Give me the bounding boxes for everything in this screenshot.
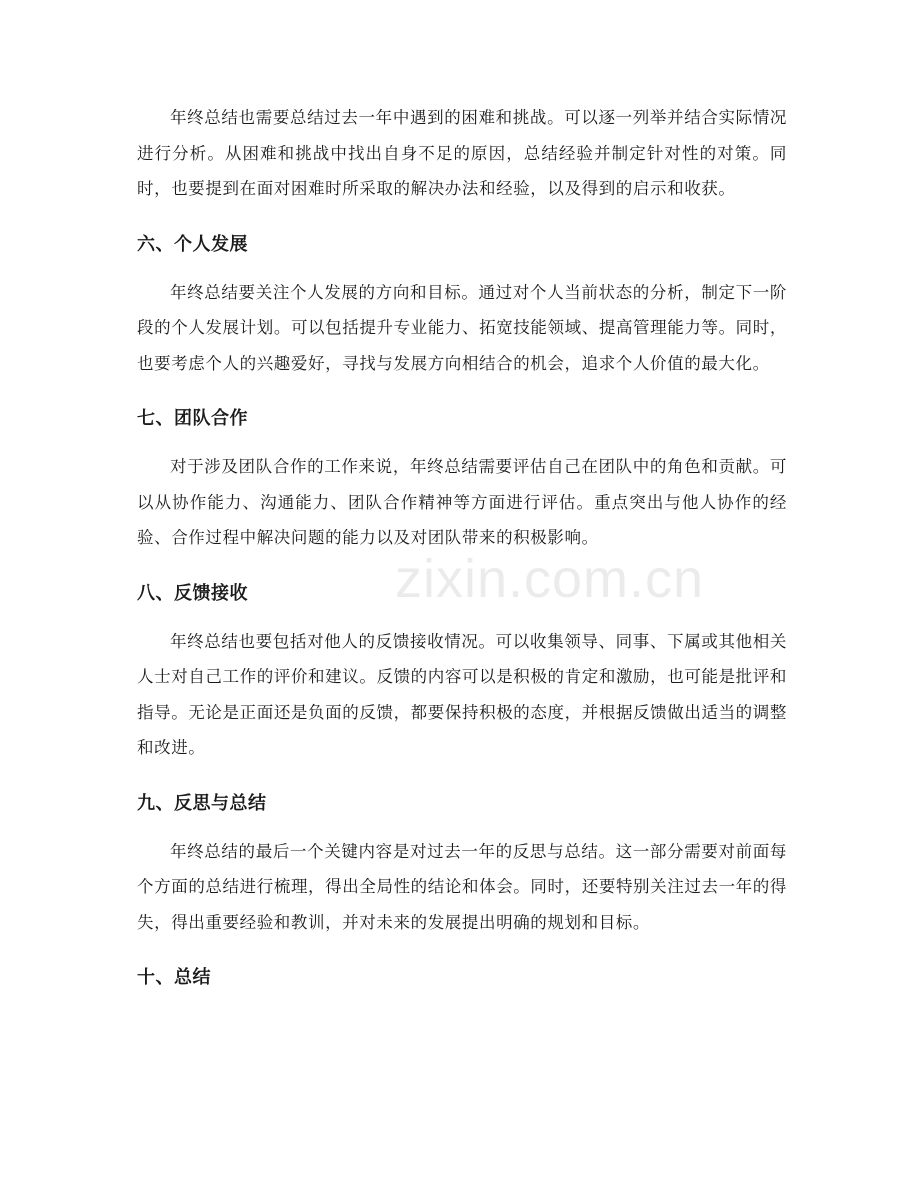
paragraph-teamwork: 对于涉及团队合作的工作来说，年终总结需要评估自己在团队中的角色和贡献。可以从协作能力、沟通能力、团队合作精神等方面进行评估。重点突出与他人协作的经验、合作过程中解决问题的能力以及对团队带来的积极影响。 bbox=[137, 457, 787, 547]
heading-summary: 十、总结 bbox=[137, 967, 211, 988]
document-body bbox=[137, 100, 787, 990]
heading-teamwork: 七、团队合作 bbox=[137, 408, 248, 429]
heading-personal-development: 六、个人发展 bbox=[137, 233, 248, 255]
heading-reflection: 九、反思与总结 bbox=[137, 792, 267, 814]
heading-feedback: 八、反馈接收 bbox=[137, 582, 248, 604]
paragraph-personal-development: 年终总结要关注个人发展的方向和目标。通过对个人当前状态的分析，制定下一阶段的个人发展计划。可以包括提升专业能力、拓宽技能领域、提高管理能力等。同时，也要考虑个人的兴趣爱好，寻找与发展方向相结合的机会，追求个人价值的最大化。 bbox=[137, 282, 787, 373]
paragraph-feedback: 年终总结也要包括对他人的反馈接收情况。可以收集领导、同事、下属或其他相关人士对自己工作的评价和建议。反馈的内容可以是积极的肯定和激励，也可能是批评和指导。无论是正面还是负面的反馈，都要保持积极的态度，并根据反馈做出适当的调整和改进。 bbox=[137, 631, 787, 757]
watermark-text: zixin.com.cn bbox=[395, 549, 705, 609]
paragraph-difficulties: 年终总结也需要总结过去一年中遇到的困难和挑战。可以逐一列举并结合实际情况进行分析。从困难和挑战中找出自身不足的原因，总结经验并制定针对性的对策。同时，也要提到在面对困难时所采取的解决办法和经验，以及得到的启示和收获。 bbox=[137, 108, 787, 198]
paragraph-reflection: 年终总结的最后一个关键内容是对过去一年的反思与总结。这一部分需要对前面每个方面的总结进行梳理，得出全局性的结论和体会。同时，还要特别关注过去一年的得失，得出重要经验和教训，并对未来的发展提出明确的规划和目标。 bbox=[137, 841, 787, 932]
